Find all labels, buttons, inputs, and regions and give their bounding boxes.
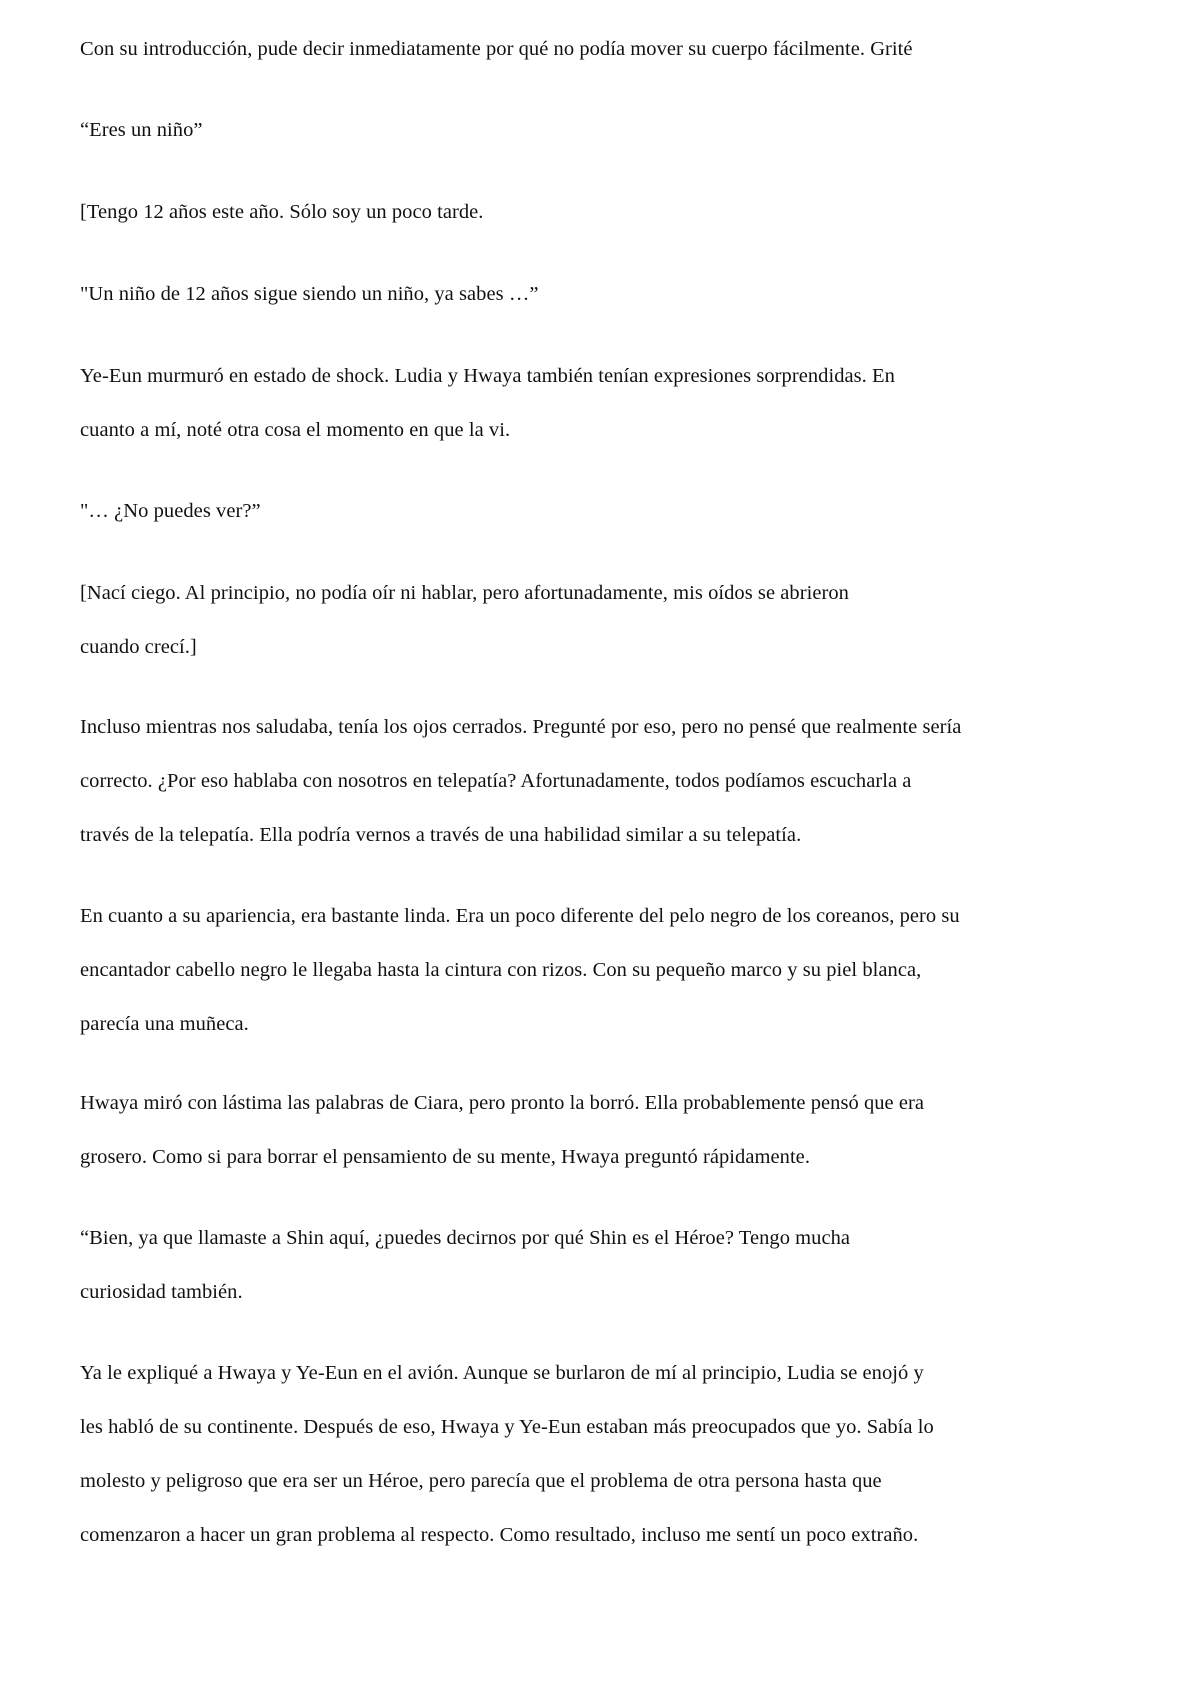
text-line: "… ¿No puedes ver?” [80, 500, 261, 522]
text-line: correcto. ¿Por eso hablaba con nosotros en telepatía? Afortunadamente, todos podíamos escucharla a [80, 770, 912, 792]
text-line: comenzaron a hacer un gran problema al respecto. Como resultado, incluso me sentí un poco extraño. [80, 1524, 919, 1546]
paragraph-2 [80, 103, 1125, 157]
paragraph-7 [80, 566, 1125, 674]
paragraph-4 [80, 267, 1125, 321]
text-line: curiosidad también. [80, 1281, 243, 1303]
paragraph-6 [80, 484, 1125, 538]
paragraph-5 [80, 349, 1125, 457]
text-line: [Tengo 12 años este año. Sólo soy un poco tarde. [80, 201, 484, 223]
text-line: Ya le expliqué a Hwaya y Ye-Eun en el avión. Aunque se burlaron de mí al principio, Ludia se enojó y [80, 1362, 924, 1384]
paragraph-3 [80, 185, 1125, 239]
paragraph-11 [80, 1211, 1125, 1319]
text-line: grosero. Como si para borrar el pensamiento de su mente, Hwaya preguntó rápidamente. [80, 1146, 811, 1168]
text-line: [Nací ciego. Al principio, no podía oír ni hablar, pero afortunadamente, mis oídos se abrieron [80, 582, 849, 604]
text-line: encantador cabello negro le llegaba hasta la cintura con rizos. Con su pequeño marco y su piel blanca, [80, 959, 922, 981]
paragraph-12 [80, 1346, 1125, 1562]
text-line: Con su introducción, pude decir inmediatamente por qué no podía mover su cuerpo fácilmente. Grité [80, 38, 913, 60]
paragraph-8 [80, 700, 1125, 862]
text-line: "Un niño de 12 años sigue siendo un niño, ya sabes …” [80, 283, 539, 305]
text-line: molesto y peligroso que era ser un Héroe, pero parecía que el problema de otra persona hasta que [80, 1470, 882, 1492]
paragraph-10 [80, 1076, 1125, 1184]
text-line: cuanto a mí, noté otra cosa el momento en que la vi. [80, 419, 511, 441]
paragraph-9 [80, 889, 1125, 1051]
text-line: cuando crecí.] [80, 636, 197, 658]
text-line: Ye-Eun murmuró en estado de shock. Ludia y Hwaya también tenían expresiones sorprendidas. En [80, 365, 895, 387]
text-line: les habló de su continente. Después de eso, Hwaya y Ye-Eun estaban más preocupados que yo. Sabía lo [80, 1416, 934, 1438]
text-line: “Bien, ya que llamaste a Shin aquí, ¿puedes decirnos por qué Shin es el Héroe? Tengo mucha [80, 1227, 851, 1249]
text-line: “Eres un niño” [80, 119, 203, 141]
paragraph-1 [80, 22, 1125, 76]
text-line: En cuanto a su apariencia, era bastante linda. Era un poco diferente del pelo negro de los coreanos, pero su [80, 905, 960, 927]
text-line: parecía una muñeca. [80, 1013, 249, 1035]
text-line: través de la telepatía. Ella podría vernos a través de una habilidad similar a su telepatía. [80, 824, 802, 846]
text-line: Hwaya miró con lástima las palabras de Ciara, pero pronto la borró. Ella probablemente pensó que era [80, 1092, 925, 1114]
text-line: Incluso mientras nos saludaba, tenía los ojos cerrados. Pregunté por eso, pero no pensé que realmente sería [80, 716, 962, 738]
